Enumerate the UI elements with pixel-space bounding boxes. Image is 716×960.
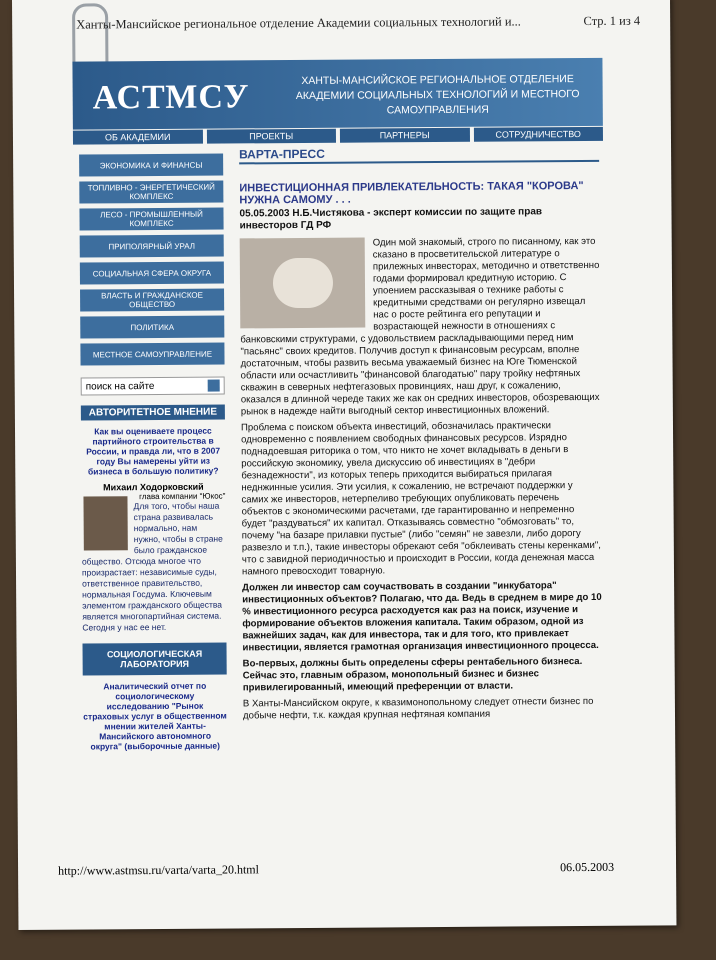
sidebar-item-ural[interactable]: ПРИПОЛЯРНЫЙ УРАЛ [80, 235, 224, 258]
footer-date: 06.05.2003 [560, 859, 615, 875]
top-nav [73, 127, 603, 145]
sidebar-item-economy[interactable]: ЭКОНОМИКА И ФИНАНСЫ [79, 154, 223, 177]
search-go-icon[interactable] [208, 380, 220, 392]
footer-url: http://www.astmsu.ru/varta/varta_20.html [58, 862, 259, 878]
opinion-author: Михаил Ходорковский [103, 481, 204, 493]
print-header [76, 14, 640, 33]
opinion-question[interactable]: Как вы оцениваете процесс партийного строительства в России, и правда ли, что в 2007 году Вы намерены уйти из бизнеса в большую политику? [86, 425, 221, 477]
search-placeholder: поиск на сайте [85, 380, 155, 392]
nav-projects[interactable]: ПРОЕКТЫ [206, 129, 336, 144]
sidebar-item-local[interactable]: МЕСТНОЕ САМОУПРАВЛЕНИЕ [80, 343, 224, 366]
sidebar-item-politics[interactable]: ПОЛИТИКА [80, 316, 224, 339]
sociology-lab-banner[interactable]: СОЦИОЛОГИЧЕСКАЯ ЛАБОРАТОРИЯ [82, 643, 226, 676]
article-paragraph: В Ханты-Мансийском округе, к квазимонопольному следует отнести бизнес по добыче нефти, т.к. каждая крупная нефтяная компания [242, 695, 594, 722]
printed-page [12, 0, 676, 930]
article-paragraph: Проблема с поиском объекта инвестиций, обозначилась практически одновременно с появлением свободных финансовых ресурсов. Изрядно поднадоевшая риторика о том, что никто не хочет вкладывать в деньги в российскую экономику, увела дискуссию об инвестициях в "дебри безнадежности", из которых теперь приходится выбираться прилагая неднжинные усилия. Эти усилия, к сожалению, не встречают поддержки у самих же инвесторов, нетерпеливо требующих опубликовать перечень объектов с экономическими расчетами, где гарантированно и непременно будет "раздуваться" их капитал. Отказываясь совместно "обмозговать" то, почему "на базаре прилавки пустые" (либо "семян" не завезли, либо дорогу развезло и т.п.), такие инвесторы обрекают себя "обклеивать стены керенками", что с завидной периодичностью и происходит в России, когда денежная масса намного превосходит товарную. [240, 420, 601, 578]
section-title: ВАРТА-ПРЕСС [239, 146, 325, 162]
banner-title: ХАНТЫ-МАНСИЙСКОЕ РЕГИОНАЛЬНОЕ ОТДЕЛЕНИЕ АКАДЕМИИ СОЦИАЛЬНЫХ ТЕХНОЛОГИЙ И МЕСТНОГО САМОУПРАВЛЕНИЯ [295, 73, 580, 117]
article-paragraph: Один мой знакомый, строго по писанному, как это сказано в просветительской литературе о прилежных инвесторах, методично и ответственно годами формировал кредитную историю. С упоением рассказывая о технике работы с кредитными средствами он регулярно извещал нас о росте рейтинга его репутации и возрастающей нежности в отношениях с банковскими структурами, с удовольствием раскладывающими перед ним "пасьянс" своих кредитов. Получив доступ к финансовым ресурсам, вполне достаточным, чтобы развить весьма уважаемый бизнес на Юге Тюменской области или осчастливить "финансовой благодатью" пару тройку нефтяных скважин в северных нефтегазовых провинциях, наш друг, к сожалению, оказался в длинной череде таких же как он средних инвесторов, обозревающих рынок в надежде найти выгодный сектор инвестиционных вложений. [240, 235, 600, 418]
print-header-title: Ханты-Мансийское региональное отделение Академии социальных технологий и... [76, 14, 521, 32]
print-footer [58, 860, 614, 879]
opinion-quote: Для того, чтобы наша страна развивалась нормально, нам нужно, чтобы в стране было гражданское общество. Отсюда многое что произрастает: независимые суды, ответственное правительство, нормальная Госдума. Ключевым элементом гражданского общества является многопартийная система. Сегодня у нас ее нет. [81, 500, 223, 633]
sidebar-item-social[interactable]: СОЦИАЛЬНАЯ СФЕРА ОКРУГА [80, 262, 224, 285]
article [239, 146, 603, 726]
search-input[interactable] [81, 377, 225, 396]
sidebar-item-energy[interactable]: ТОПЛИВНО - ЭНЕРГЕТИЧЕСКИЙ КОМПЛЕКС [79, 181, 223, 204]
opinion-header: АВТОРИТЕТНОЕ МНЕНИЕ [81, 405, 225, 421]
nav-cooperation[interactable]: СОТРУДНИЧЕСТВО [473, 127, 603, 142]
article-paragraph: Должен ли инвестор сам соучаствовать в создании "инкубатора" инвестиционных объектов? Полагаю, что да. Ведь в среднем в мире до 10 % инвестиционного ресурса расходуется как раз на поиск, изучение и формирование объектов вложения капитала. Таким образом, одной из важнейших задач, как для инвестора, так и для того, кто привлекает инвестиции, является грамотная организация инвестиционного процесса. [242, 580, 602, 654]
article-paragraph: Во-первых, должны быть определены сферы рентабельного бизнеса. Сейчас это, главным образом, монопольный бизнес и бизнес привилегированный, имеющий преференции от власти. [242, 656, 583, 694]
site-logo[interactable]: АСТМСУ [92, 78, 250, 117]
print-header-page: Стр. 1 из 4 [583, 13, 641, 29]
author-role: глава компании "Юкос" [139, 491, 226, 502]
sidebar [79, 154, 227, 752]
article-meta: 05.05.2003 Н.Б.Чистякова - эксперт комиссии по защите прав инвесторов ГД РФ [239, 206, 543, 232]
article-title: ИНВЕСТИЦИОННАЯ ПРИВЛЕКАТЕЛЬНОСТЬ: ТАКАЯ "КОРОВА" НУЖНА САМОМУ . . . [239, 180, 584, 207]
sidebar-item-power[interactable]: ВЛАСТЬ И ГРАЖДАНСКОЕ ОБЩЕСТВО [80, 289, 224, 312]
sidebar-item-forest[interactable]: ЛЕСО - ПРОМЫШЛЕННЫЙ КОМПЛЕКС [79, 208, 223, 231]
author-photo [83, 496, 127, 550]
nav-about[interactable]: ОБ АКАДЕМИИ [73, 130, 203, 145]
lab-report-link[interactable]: Аналитический отчет по социологическому исследованию "Рынок страховых услуг в общественном мнении жителей Ханты-Мансийского автономного округа" (выборочные данные) [83, 680, 227, 752]
cow-money-image [240, 238, 366, 329]
site-banner [72, 58, 602, 130]
nav-partners[interactable]: ПАРТНЕРЫ [340, 128, 470, 143]
